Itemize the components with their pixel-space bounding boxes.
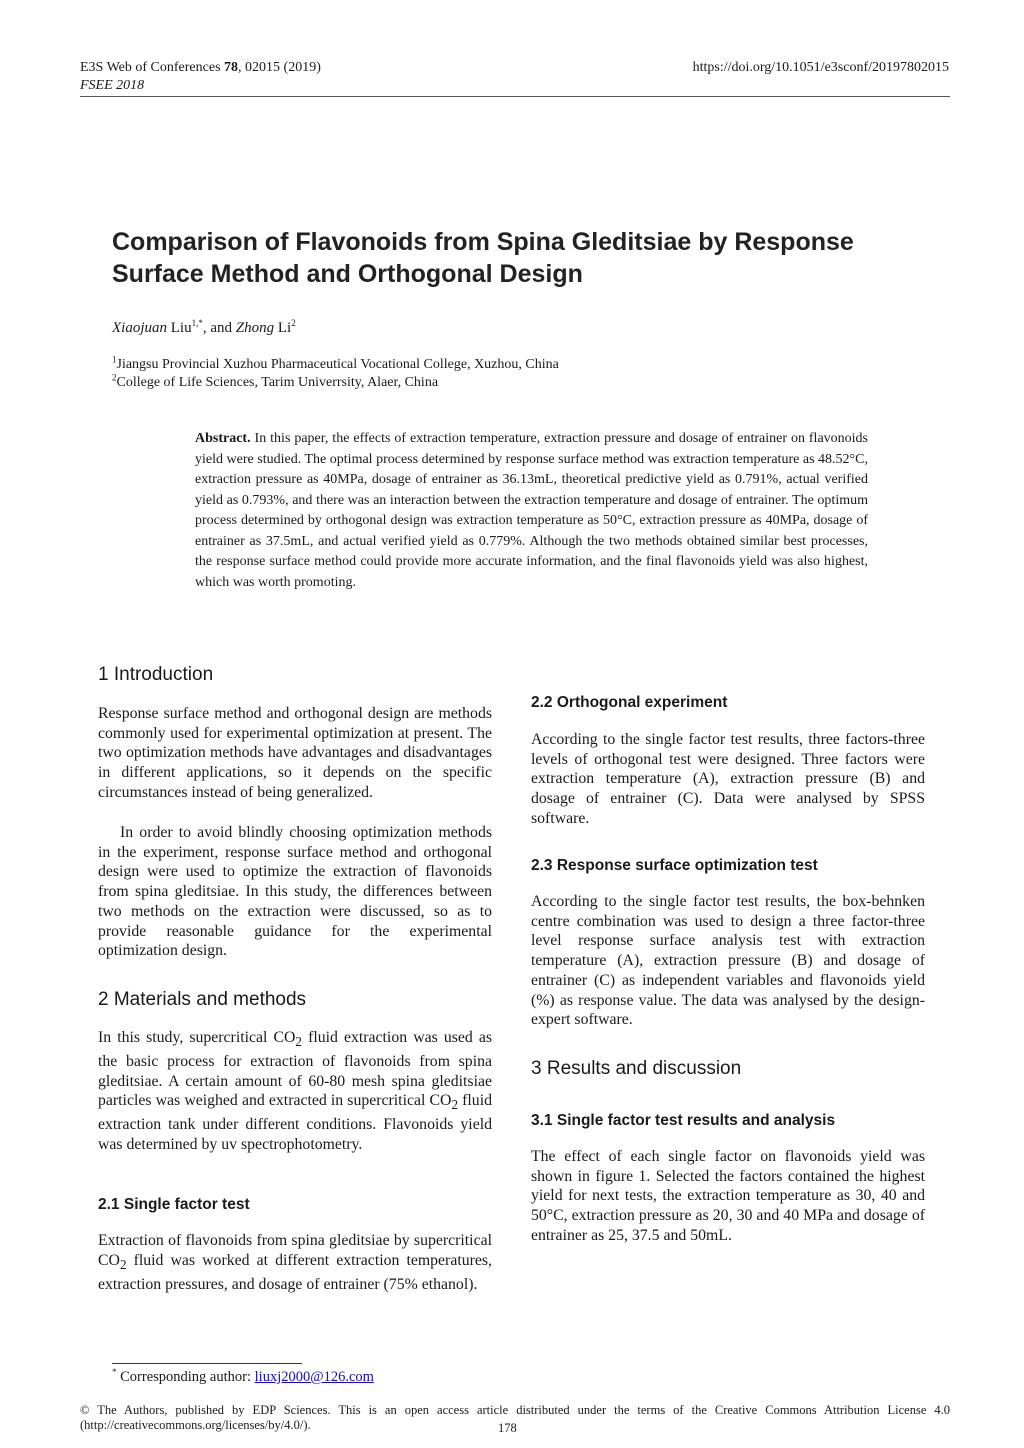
author-2-family: Li: [274, 320, 292, 336]
header-divider: [80, 96, 950, 97]
response-surface-paragraph: According to the single factor test results, the box-behnken centre combination was used to design a three factor-three level response surface analysis test with extraction temperature (A), extraction pressure (B) and dosage of entrainer (C) as independent variables and flavonoids yield (%) as response value. The data was analysed by the design-expert software.: [531, 893, 925, 1029]
author-1-given: Xiaojuan: [112, 320, 167, 336]
conference-name: FSEE 2018: [80, 78, 145, 93]
affiliation-1: $^1$Jiangsu Provincial Xuzhou Pharmaceutical Vocational College, Xuzhou, China: [112, 354, 559, 372]
heading-single-factor-test: 2.1 Single factor test: [98, 1196, 250, 1213]
author-2-sup: 2: [291, 318, 296, 328]
abstract-text: In this paper, the effects of extraction temperature, extraction pressure and dosage of entrainer on flavonoids yield were studied. The optimal process determined by response surface method was extraction temperature as 48.52°C, extraction pressure as 40MPa, dosage of entrainer as 36.13mL, theoretical predictive yield as 0.791%, actual verified yield as 0.793%, and there was an interaction between the extraction temperature and dosage of entrainer. The optimum process determined by orthogonal design was extraction temperature as 50°C, extraction pressure as 40MPa, dosage of entrainer as 37.5mL, and actual verified yield as 0.779%. Although the two methods obtained similar best processes, the response surface method could provide more accurate information, and the final flavonoids yield was also highest, which was worth promoting.: [195, 431, 868, 590]
author-email-link[interactable]: liuxj2000@126.com: [254, 1369, 374, 1385]
heading-response-surface-test: 2.3 Response surface optimization test: [531, 857, 818, 874]
heading-introduction: 1 Introduction: [98, 664, 214, 685]
affiliation-2: $^2$College of Life Sciences, Tarim Univerrsity, Alaer, China: [112, 372, 439, 390]
footnote-divider: [112, 1363, 302, 1364]
author-1-family: Liu: [167, 320, 192, 336]
author-2-given: Zhong: [235, 320, 275, 336]
intro-paragraph-1: Response surface method and orthogonal design are methods commonly used for experimental optimization at present. The two optimization methods have advantages and disadvantages in different applications, so it depends on the specific circumstances instead of being generalized.: [98, 705, 492, 801]
heading-materials-methods: 2 Materials and methods: [98, 989, 307, 1010]
author-1-sup: 1,*: [191, 318, 203, 328]
doi-link[interactable]: https://doi.org/10.1051/e3sconf/20197802015: [692, 60, 949, 75]
intro-paragraph-2: In order to avoid blindly choosing optimization methods in the experiment, response surface method and orthogonal design were used to optimize the extraction of flavonoids from spina gleditsiae. In this study, the differences between two methods on the extraction were discussed, so as to provide reasonable guidance for the experimental optimization design.: [98, 824, 492, 960]
corresponding-author-footnote: * Corresponding author: liuxj2000@126.com: [112, 1367, 374, 1385]
author-line: Xiaojuan Liu$^{1,*}$, and Zhong Li$^2$: [112, 318, 296, 336]
paper-title: Comparison of Flavonoids from Spina Gleditsiae by Response Surface Method and Orthogonal Design: [112, 228, 854, 288]
volume-number: 78: [224, 60, 239, 75]
journal-citation: E3S Web of Conferences 78, 02015 (2019): [80, 60, 321, 75]
single-factor-paragraph: Extraction of flavonoids from spina gleditsiae by supercritical $CO_2$ fluid was worked at different extraction temperatures, extraction pressures, and dosage of entrainer (75% ethanol).: [98, 1232, 492, 1293]
single-factor-results-paragraph: The effect of each single factor on flavonoids yield was shown in figure 1. Selected the factors contained the highest yield for next tests, the extraction temperature as 30, 40 and 50°C, extraction pressure as 20, 30 and 40 MPa and dosage of entrainer as 25, 37.5 and 50mL.: [531, 1148, 925, 1244]
page-number: 178: [498, 1421, 517, 1435]
abstract: [195, 429, 868, 593]
heading-results-discussion: 3 Results and discussion: [531, 1058, 742, 1079]
heading-single-factor-results: 3.1 Single factor test results and analysis: [531, 1112, 836, 1129]
orthogonal-paragraph: According to the single factor test results, three factors-three levels of orthogonal test were designed. Three factors were extraction temperature (A), extraction pressure (B) and dosage of entrainer (C). Data were analysed by SPSS software.: [531, 731, 925, 827]
materials-paragraph: In this study, supercritical $CO_2$ fluid extraction was used as the basic process for extraction of flavonoids from spina gleditsiae. A certain amount of 60-80 mesh spina gleditsiae particles was weighed and extracted in supercritical $CO_2$ fluid extraction tank under different conditions. Flavonoids yield was determined by uv spectrophotometry.: [98, 1029, 493, 1153]
abstract-label: Abstract.: [195, 431, 251, 446]
heading-orthogonal-experiment: 2.2 Orthogonal experiment: [531, 694, 728, 711]
license-notice: © The Authors, published by EDP Sciences. This is an open access article distributed under the terms of the Creative Commons Attribution License 4.0 (http://creativecommons.org/licenses/by/4.0/).: [80, 1403, 950, 1432]
